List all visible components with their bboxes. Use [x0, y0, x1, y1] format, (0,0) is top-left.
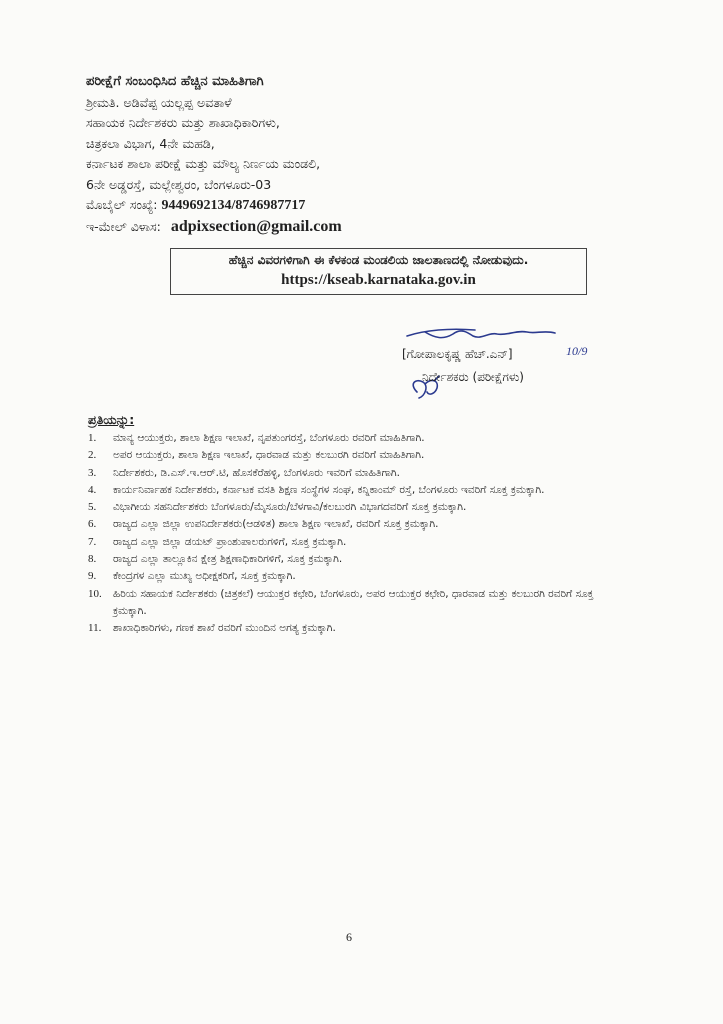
copy-item-text: ರಾಜ್ಯದ ಎಲ್ಲಾ ಜಿಲ್ಲಾ ಉಪನಿರ್ದೇಶಕರು(ಆಡಳಿತ) ಶಾಲಾ ಶಿಕ್ಷಣ ಇಲಾಖೆ, ರವರಿಗೆ ಸೂಕ್ತ ಕ್ರಮಕ್ಕಾಗಿ. — [113, 518, 439, 531]
copy-item-text: ವಿಭಾಗೀಯ ಸಹನಿರ್ದೇಶಕರು ಬೆಂಗಳೂರು/ಮೈಸೂರು/ಬೆಳಗಾವಿ/ಕಲಬುರಗಿ ವಿಭಾಗದವರಿಗೆ ಸೂಕ್ತ ಕ್ರಮಕ್ಕಾಗಿ. — [113, 501, 467, 514]
website-link[interactable]: https://kseab.karnataka.gov.in — [281, 272, 476, 288]
copy-item-number: 4. — [88, 483, 97, 496]
copy-item — [88, 465, 628, 482]
contact-name: ಶ್ರೀಮತಿ. ಅಡಿವೆಪ್ಪ ಯಲ್ಲಪ್ಪ ಅವತಾಳೆ — [86, 94, 232, 110]
email-label: ಇ-ಮೇಲ್ ವಿಳಾಸ: — [86, 218, 161, 234]
copy-item — [88, 620, 628, 637]
contact-mobile-row — [86, 195, 506, 217]
signature-scribble — [395, 318, 615, 410]
contact-board: ಕರ್ನಾಟಕ ಶಾಲಾ ಪರೀಕ್ಷೆ ಮತ್ತು ಮೌಲ್ಯ ನಿರ್ಣಯ ಮಂಡಲಿ, — [86, 156, 321, 171]
copy-item-number: 11. — [88, 622, 102, 635]
contact-designation: ಸಹಾಯಕ ನಿರ್ದೇಶಕರು ಮತ್ತು ಶಾಖಾಧಿಕಾರಿಗಳು, — [86, 115, 280, 130]
copy-item-number: 7. — [88, 535, 97, 548]
copy-item-text: ರಾಜ್ಯದ ಎಲ್ಲಾ ಜಿಲ್ಲಾ ಡಯಟ್ ಪ್ರಾಂಶುಪಾಲರುಗಳಿಗೆ, ಸೂಕ್ತ ಕ್ರಮಕ್ಕಾಗಿ. — [113, 535, 347, 548]
signature-area — [395, 318, 615, 410]
contact-block — [86, 72, 506, 237]
copy-item-number: 5. — [88, 501, 97, 514]
copy-item-text: ಹಿರಿಯ ಸಹಾಯಕ ನಿರ್ದೇಶಕರು (ಚಿತ್ರಕಲೆ) ಆಯುಕ್ತರ ಕಛೇರಿ, ಬೆಂಗಳೂರು, ಅಪರ ಆಯುಕ್ತರ ಕಛೇರಿ, ಧಾರವಾಡ ಮತ್ತು ಕಲಬುರಗಿ ರವರಿಗೆ ಸೂಕ್ತ ಕ್ರಮಕ್ಕಾಗಿ. — [113, 587, 594, 617]
copy-item — [88, 516, 628, 533]
copy-item-number: 6. — [88, 518, 97, 531]
contact-email-row — [86, 217, 506, 238]
copy-item — [88, 499, 628, 516]
copy-item-text: ಮಾನ್ಯ ಆಯುಕ್ತರು, ಶಾಲಾ ಶಿಕ್ಷಣ ಇಲಾಖೆ, ನೃಪತುಂಗರಸ್ತೆ, ಬೆಂಗಳೂರು ರವರಿಗೆ ಮಾಹಿತಿಗಾಗಿ. — [113, 432, 425, 444]
copy-item-text: ನಿರ್ದೇಶಕರು, ಡಿ.ಎಸ್.ಇ.ಆರ್.ಟಿ, ಹೊಸಕೆರೆಹಳ್ಳಿ, ಬೆಂಗಳೂರು ಇವರಿಗೆ ಮಾಹಿತಿಗಾಗಿ. — [113, 466, 400, 479]
signature-date: 10/9 — [566, 344, 588, 358]
copy-item-text: ಕೇಂದ್ರಗಳ ಎಲ್ಲಾ ಮುಖ್ಯ ಅಧೀಕ್ಷಕರಿಗೆ, ಸೂಕ್ತ ಕ್ರಮಕ್ಕಾಗಿ. — [113, 570, 296, 583]
contact-section: ಚಿತ್ರಕಲಾ ವಿಭಾಗ, 4ನೇ ಮಹಡಿ, — [86, 135, 215, 151]
contact-address: 6ನೇ ಅಡ್ಡರಸ್ತೆ, ಮಲ್ಲೇಶ್ವರಂ, ಬೆಂಗಳೂರು-03 — [86, 176, 272, 192]
copy-item-number: 2. — [88, 449, 97, 462]
copy-item-text: ರಾಜ್ಯದ ಎಲ್ಲಾ ತಾಲ್ಲೂಕಿನ ಕ್ಷೇತ್ರ ಶಿಕ್ಷಣಾಧಿಕಾರಿಗಳಿಗೆ, ಸೂಕ್ತ ಕ್ರಮಕ್ಕಾಗಿ. — [113, 553, 343, 566]
copy-item-text: ಕಾರ್ಯನಿರ್ವಾಹಕ ನಿರ್ದೇಶಕರು, ಕರ್ನಾಟಕ ವಸತಿ ಶಿಕ್ಷಣ ಸಂಸ್ಥೆಗಳ ಸಂಘ, ಕನ್ನಿಕಾಂಮ್ ರಸ್ತೆ, ಬೆಂಗಳೂರು ಇವರಿಗೆ ಸೂಕ್ತ ಕ್ರಮಕ್ಕಾಗಿ. — [113, 483, 545, 496]
signatory-title: ನಿರ್ದೇಶಕರು (ಪರೀಕ್ಷೆಗಳು) — [422, 370, 524, 384]
mobile-number: 9449692134/8746987717 — [161, 198, 306, 213]
copy-item — [88, 586, 628, 621]
copy-item-text: ಅಪರ ಆಯುಕ್ತರು, ಶಾಲಾ ಶಿಕ್ಷಣ ಇಲಾಖೆ, ಧಾರವಾಡ ಮತ್ತು ಕಲಬುರಗಿ ರವರಿಗೆ ಮಾಹಿತಿಗಾಗಿ. — [113, 449, 425, 462]
email-address: adpixsection@gmail.com — [170, 217, 342, 235]
copy-item — [88, 568, 628, 585]
mobile-label: ಮೊಬೈಲ್ ಸಂಖ್ಯೆ: — [86, 197, 158, 212]
page-number: 6 — [346, 930, 352, 944]
contact-heading: ಪರೀಕ್ಷೆಗೆ ಸಂಬಂಧಿಸಿದ ಹೆಚ್ಚಿನ ಮಾಹಿತಿಗಾಗಿ — [86, 74, 264, 89]
copy-item-number: 10. — [88, 587, 102, 600]
copy-item — [88, 430, 628, 447]
copy-item — [88, 482, 628, 499]
copy-item — [88, 551, 628, 568]
website-note: ಹೆಚ್ಚಿನ ವಿವರಗಳಿಗಾಗಿ ಈ ಕೆಳಕಂಡ ಮಂಡಲಿಯ ಜಾಲತಾಣದಲ್ಲಿ ನೋಡುವುದು. — [228, 253, 529, 267]
copy-item-text: ಶಾಖಾಧಿಕಾರಿಗಳು, ಗಣಕ ಶಾಖೆ ರವರಿಗೆ ಮುಂದಿನ ಅಗತ್ಯ ಕ್ರಮಕ್ಕಾಗಿ. — [113, 622, 336, 635]
copy-item — [88, 534, 628, 551]
copy-item-number: 8. — [88, 553, 97, 566]
copy-item-number: 9. — [88, 570, 97, 583]
copy-item — [88, 447, 628, 464]
website-box — [170, 248, 587, 295]
copies-list — [88, 430, 628, 638]
signatory-name: [ಗೋಪಾಲಕೃಷ್ಣ ಹೆಚ್.ಎನ್] — [402, 347, 513, 361]
copy-item-number: 1. — [88, 432, 97, 444]
copy-item-number: 3. — [88, 466, 97, 479]
copies-heading: ಪ್ರತಿಯನ್ನು: — [88, 412, 135, 427]
